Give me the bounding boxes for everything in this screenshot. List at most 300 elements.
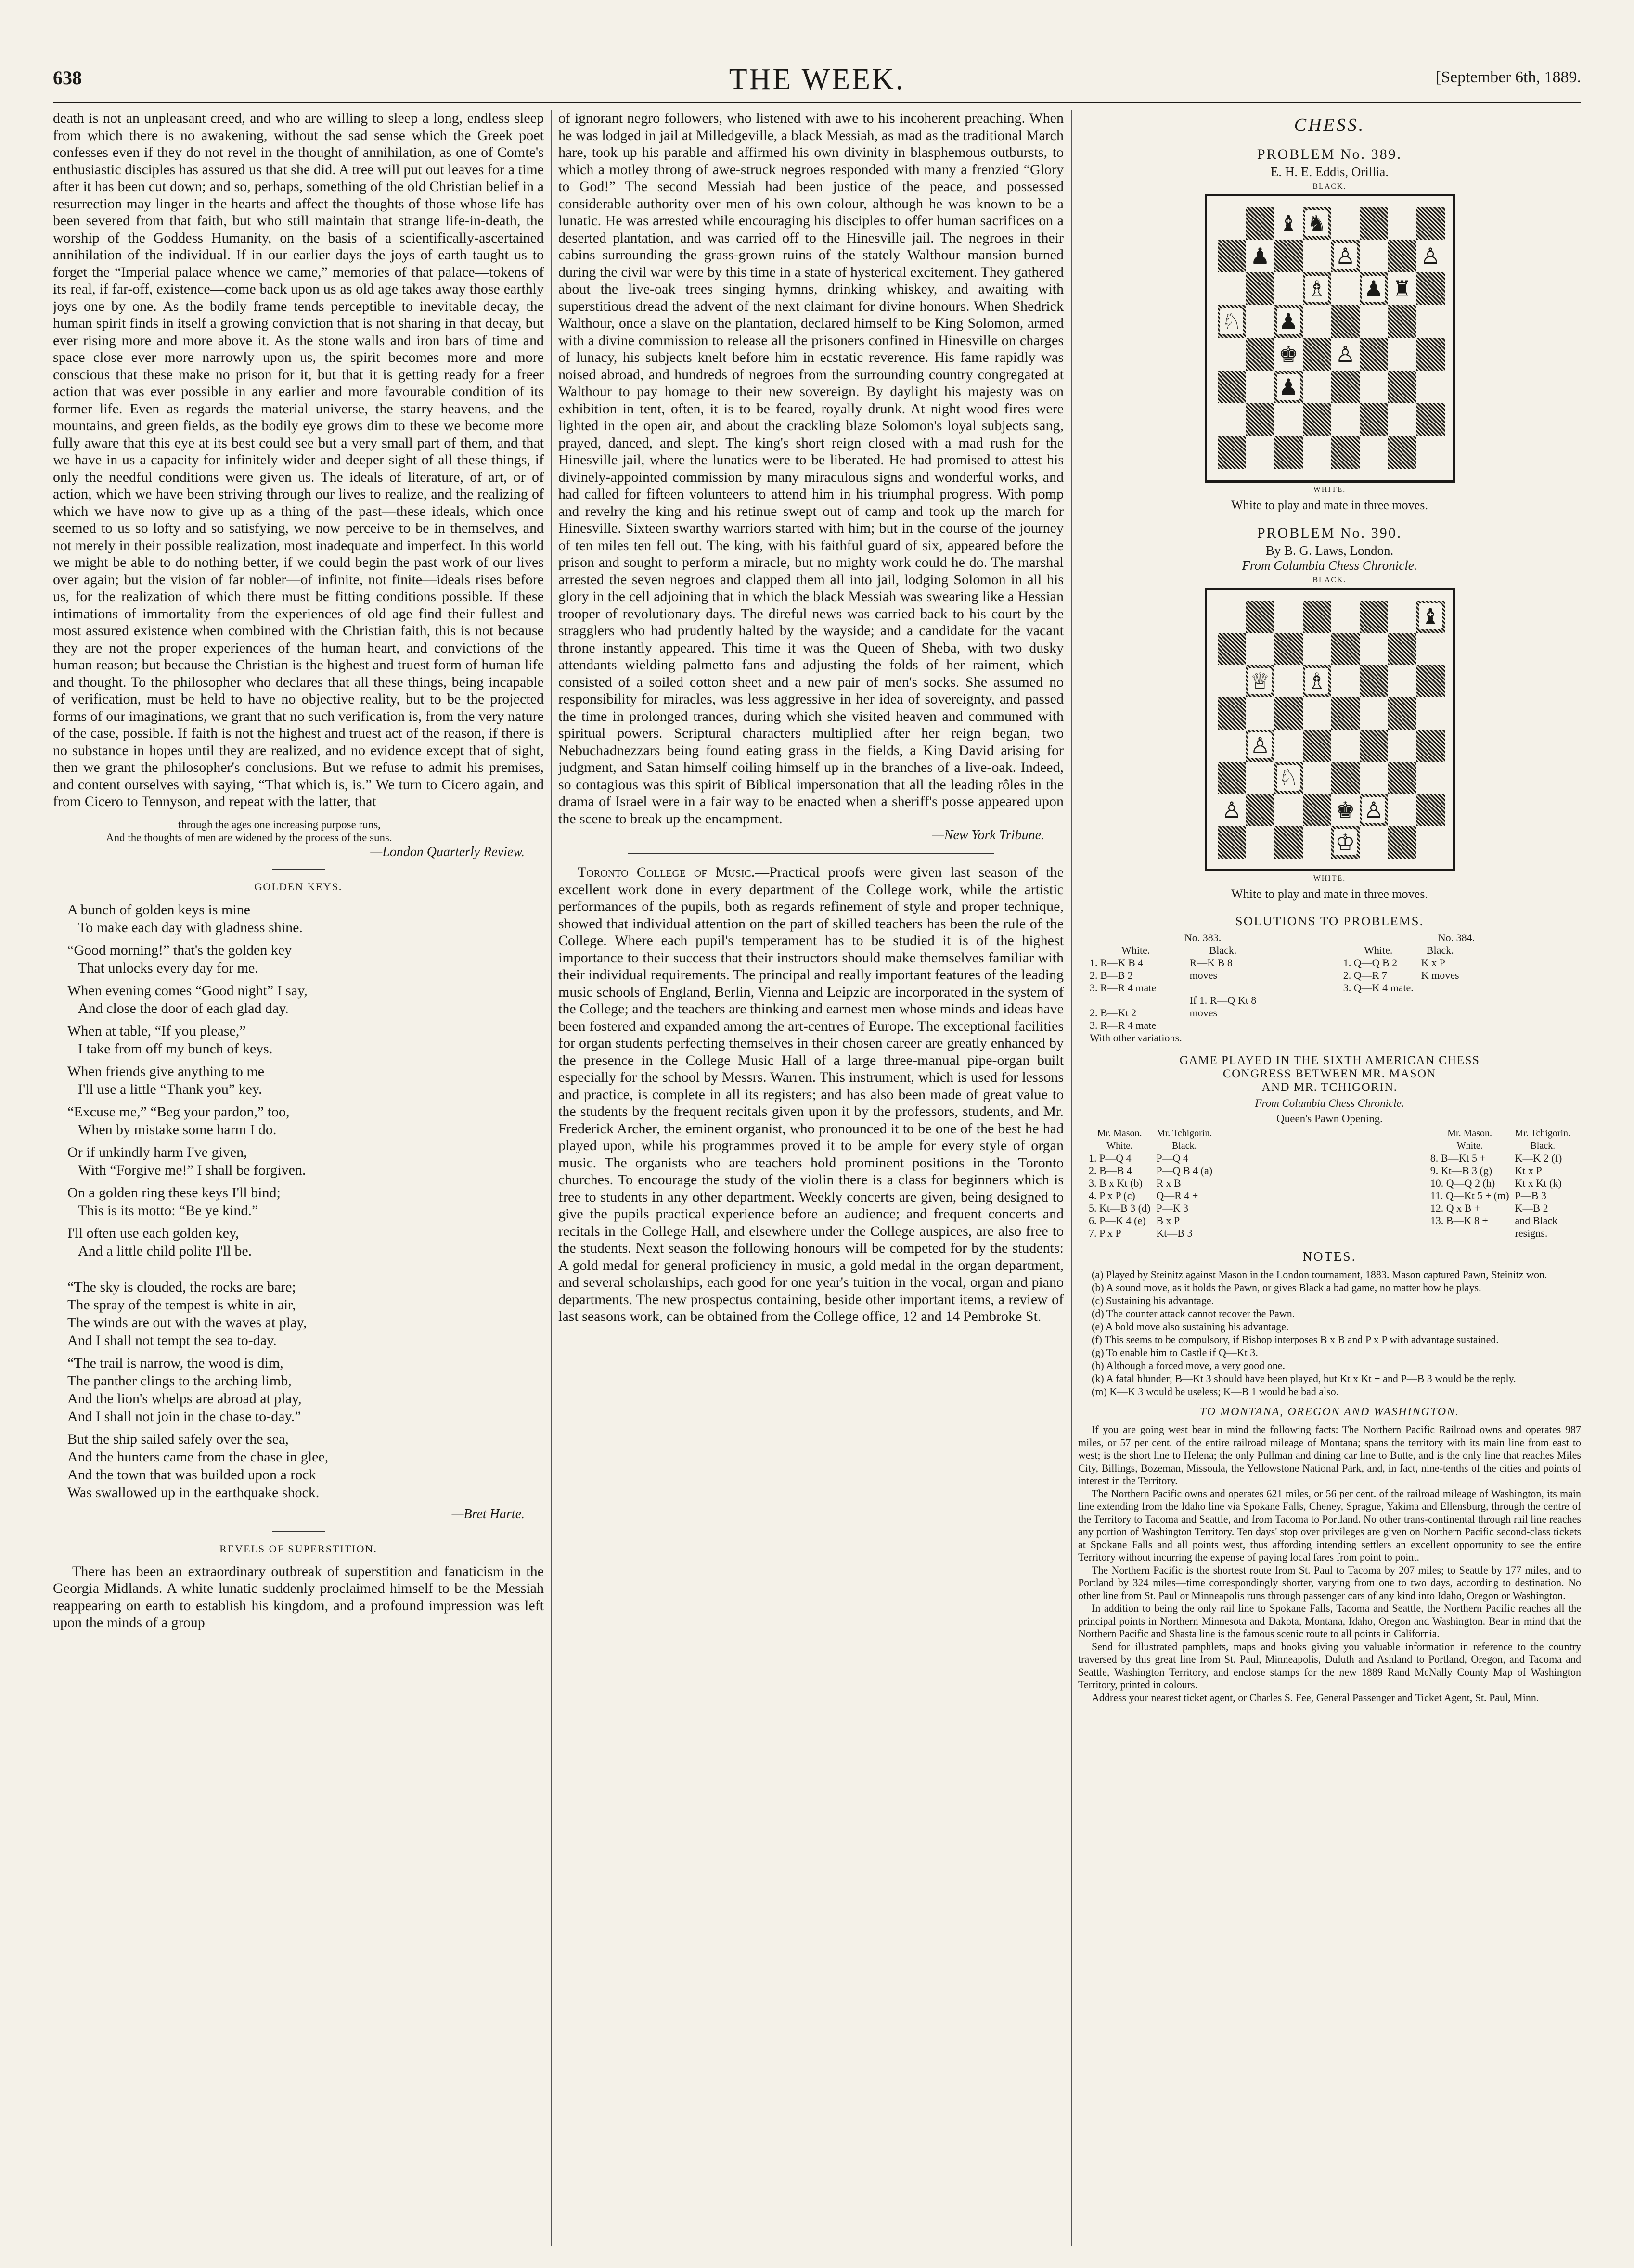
- game-move: P—K 3: [1156, 1202, 1188, 1214]
- stanza: [67, 1184, 544, 1219]
- light-square: [1274, 601, 1303, 633]
- dark-square: [1218, 240, 1246, 272]
- dark-square: [1218, 762, 1246, 794]
- poem-line: I'll often use each golden key,: [67, 1225, 239, 1241]
- stanza: [67, 901, 544, 936]
- poem-line: That unlocks every day for me.: [78, 960, 258, 976]
- note: (a) Played by Steinitz against Mason in the London tournament, 1883. Mason captured Pawn, Steinitz won.: [1092, 1269, 1547, 1281]
- solution-move: [1417, 982, 1463, 994]
- light-square: [1246, 697, 1274, 730]
- dark-square: [1218, 633, 1246, 665]
- chess-board: [1205, 194, 1455, 483]
- dark-square: [1331, 371, 1360, 403]
- chess-piece-icon: [1246, 665, 1274, 697]
- revels-text: of ignorant negro followers, who listened with awe to his incoherent preaching. When he was lodged in jail at Milledgeville, a black Messiah, as mad as the traditional March hare, took up his parable and affirmed his own divinity in blasphemous outbursts, to which a motley throng of awe-struck negroes responded with many a frenzied “Glory to God!” The second Messiah had been justice of the peace, and possessed considerable authority over men of his own colour, although he was known to be a lunatic. He was arrested while encouraging his disciples to offer human sacrifices on a deserted plantation, and was carried off to the Hinesville jail. The negroes in their cabins surrounding the grass-grown ruins of the stately Walthour mansion burned during the civil war were by this time in a state of hysterical excitement. They gathered about the live-oak trees singing hymns, drinking whiskey, and awaiting with superstitious dread the advent of the next claimant for divine honours. When Shedrick Walthour, once a slave on the plantation, declared himself to be King Solomon, armed with a divine commission to release all the prisoners confined in Hinesville on charges of lunacy, his subjects knelt before him in ecstatic reverence. His fame rapidly was noised abroad, and hundreds of negroes from the surrounding country congregated at Walthour to pay homage to their new sovereign. By daylight his majesty was on exhibition in tent, often, it is to be feared, royally drunk. At night wood fires were lighted in the open air, and about the crackling blaze Solomon's loyal subjects sang, prayed, danced, and slept. The king's short reign closed with a mad rush for the Hinesville jail, where the lunatics were to be liberated. He had promised to attest his divinely-appointed commission by many miraculous signs and wonderful works, and had called for fifteen volunteers to attend him in his triumphal progress. With pomp and revelry the king and his retinue swept out of camp and took up the march for Hinesville. Sixteen swarthy warriors started with him; but in the course of the journey of ten miles ten fell out. The king, with his faithful guard of six, appeared before the prison and sought to perform a miracle, but no mighty work could he do. The marshal arrested the seven negroes and clapped them all into jail, lodging Solomon in all his glory in the cell adjoining that in which the black Messiah was swearing like a Hessian trooper of revolutionary days. The direful news was carried back to his court by the stragglers who had prudently halted by the wayside; and a candidate for the vacant throne instantly appeared. This time it was the Queen of Sheba, with two dusky attendants wielding palmetto fans and adjusting the folds of her raiment, which consisted of a soiled cotton sheet and a new pair of men's socks. She assumed no responsibility for miracles, was less aggressive in her idea of sovereignty, and passed the time in prolonged trances, during which she visited heaven and communed with spiritual powers. Scriptural characters multiplied after her reign began, two Nebuchadnezzars being found eating grass in the fields, a King David arising for judgment, and Satan himself coiling himself up in the branches of a live-oak. Indeed, so contagious was this spirit of Biblical impersonation that all the leading rôles in the drama of Israel were in a fair way to be enacted when a sheriff's posse appeared upon the scene to break up the encampment.: [558, 110, 1064, 827]
- game-title-line: AND MR. TCHIGORIN.: [1261, 1081, 1398, 1094]
- game-move-row: [1086, 1165, 1215, 1177]
- solution-move: 3. R—R 4 mate: [1090, 1019, 1157, 1031]
- game-move: Kt x Kt (k): [1515, 1177, 1562, 1189]
- solution-row: [1086, 969, 1260, 982]
- light-square: [1303, 436, 1331, 469]
- light-square: [1360, 371, 1388, 403]
- solution-row: [1086, 994, 1260, 1007]
- solution-move: moves: [1189, 1007, 1218, 1019]
- chess-piece-icon: [1246, 240, 1274, 272]
- poem-line: I'll use a little “Thank you” key.: [78, 1081, 262, 1097]
- essay-text: death is not an unpleasant creed, and who are willing to sleep a long, endless sleep from which there is no awakening, without the sad sense which the Greek poet confesses even if they do not revel in the thought of annihilation, as one of Comte's enthusiastic disciples has assured us that she did. A tree will put out leaves for a time after it has been cut down; and so, perhaps, something of the old Christian belief in a resurrection may linger in the hearts and affect the thoughts of those whose life has been severed from that faith, but who still maintain that strange life-in-death, the worship of the Goddess Humanity, on the basis of a scientifically-ascertained annihilation of the individual. If in our earlier days the joys of earth taught us to forget the “Imperial palace whence we came,” memories of that palace—tokens of its real, if far-off, existence—come back upon us as old age takes away those earthly joys one by one. As the bodily frame tends perceptible to inevitable decay, the human spirit finds in itself a growing conviction that is not sharing in that decay, but ever rising more and more above it. As the stone walls and iron bars of time and space close ever more narrowly upon us, the spirit becomes more and more conscious that these make no prison for it, but that it is getting ready for a freer action that was ever possible in any earlier and more favourable condition of its former life. Even as regards the material universe, the starry heavens, and the mountains, and green fields, as the bodily eye grows dim to these we become more fully aware that this eye at its best could see but a very small part of them, and that we have in us a capacity for infinitely wider and deeper sight of all these things, if only the needful conditions were given us. The ideals of literature, of art, or of action, which we have been striving through our lives to realize, and the realizing of which we have now to give up as a thing of the past—these ideals, which once seemed to us so lofty and so satisfying, we now perceive to be in themselves, and not merely in their possible realization, most inadequate and imperfect. In this world we might be able to do nothing better, if we could begin the past work of our lives over again; but the vision of far nobler—of infinite, not finite—ideals rises before us, for the realization of which there must be fitting conditions possible. If these intimations of immortality from the experiences of old age find their fullest and most assured existence when combined with the Christian faith, this is not because they are not the proper experiences of the human heart, and convictions of the human reason; but because the Christian is the highest and truest form of human life and thought. To the philosopher who declares that all these things, being incapable of verification, must be held to have no objective reality, but to be the projected forms of our imaginations, we grant that no such verification is, from the very nature of the case, possible. If faith is not the highest and truest act of the reason, if there is no substance in hopes until they are realized, and no evidence except that of sight, then we grant the philosopher's conclusions. But we refuse to admit his premises, and content ourselves with saying, “That which is, is.” We turn to Cicero again, and from Cicero to Tennyson, and repeat with the latter, that: [53, 110, 544, 809]
- game-move: 2. B—B 4: [1089, 1165, 1132, 1177]
- game-move: 4. P x P (c): [1089, 1190, 1135, 1202]
- solution-heading: No. 383.: [1184, 932, 1222, 944]
- poem-credit: —Bret Harte.: [451, 1506, 525, 1522]
- chess-piece-icon: [1274, 207, 1303, 240]
- light-square: [1360, 697, 1388, 730]
- piece-glyph: ♘: [1220, 308, 1243, 334]
- game-move-row: [1428, 1177, 1573, 1190]
- light-square: [1360, 305, 1388, 338]
- game-move: R x B: [1156, 1177, 1181, 1189]
- note: (e) A bold move also sustaining his advantage.: [1092, 1320, 1289, 1333]
- solution-move: [1186, 1032, 1261, 1044]
- game-opening: Queen's Pawn Opening.: [1276, 1113, 1383, 1125]
- game-move: 12. Q x B +: [1430, 1202, 1480, 1214]
- stanza: [67, 1063, 544, 1098]
- light-square: [1360, 633, 1388, 665]
- note: (f) This seems to be compulsory, if Bishop interposes B x B and P x P with advantage sustained.: [1092, 1333, 1499, 1345]
- light-square: [1246, 826, 1274, 859]
- piece-glyph: ♟: [1248, 243, 1271, 269]
- advert-paragraph: Address your nearest ticket agent, or Charles S. Fee, General Passenger and Ticket Agent, St. Paul, Minn.: [1092, 1691, 1539, 1704]
- game-table: [1428, 1127, 1573, 1240]
- problem-author: E. H. E. Eddis, Orillia.: [1270, 165, 1389, 179]
- game-move: and Black: [1515, 1215, 1558, 1227]
- column-divider: [1071, 110, 1072, 2246]
- solution-move: [1186, 1019, 1261, 1032]
- light-square: [1274, 730, 1303, 762]
- poem-line: Was swallowed up in the earthquake shock.: [67, 1484, 320, 1500]
- light-square: [1388, 403, 1416, 436]
- column-right: [1078, 110, 1581, 2246]
- game-move: 8. B—Kt 5 +: [1430, 1152, 1486, 1164]
- dark-square: [1274, 633, 1303, 665]
- dark-square: [1274, 240, 1303, 272]
- dark-square: [1360, 730, 1388, 762]
- poem-line: And a little child polite I'll be.: [78, 1243, 252, 1259]
- advert-paragraph: Send for illustrated pamphlets, maps and books giving you valuable information in reference to the country traversed by this great line from St. Paul, Minneapolis, Duluth and Ashland to Portland, Oregon, and Tacoma and Seattle, Washington Territory, and enclose stamps for the new 1889 Rand McNally County Map of Washington Territory, printed in colours.: [1078, 1640, 1581, 1691]
- note: (b) A sound move, as it holds the Pawn, or gives Black a bad game, no matter how he plays.: [1092, 1281, 1481, 1294]
- solution-move: [1086, 994, 1186, 1007]
- light-square: [1416, 633, 1445, 665]
- piece-glyph: ♞: [1305, 210, 1328, 236]
- chess-piece-icon: [1303, 207, 1331, 240]
- light-square: [1303, 305, 1331, 338]
- column-left: [53, 110, 544, 2246]
- dark-square: [1416, 272, 1445, 305]
- light-square: [1303, 633, 1331, 665]
- light-square: [1360, 762, 1388, 794]
- poem-line: And I shall not tempt the sea to-day.: [67, 1332, 277, 1348]
- header-rule: [53, 102, 1581, 103]
- dark-square: [1388, 633, 1416, 665]
- column-divider: [551, 110, 552, 2246]
- dark-square: [1274, 697, 1303, 730]
- light-square: [1218, 338, 1246, 371]
- light-square: [1246, 436, 1274, 469]
- solution-heading: No. 384.: [1438, 932, 1475, 944]
- advert-paragraph: The Northern Pacific owns and operates 621 miles, or 56 per cent. of the railroad mileage of Washington, its main line extending from the Idaho line via Spokane Falls, Cheney, Sprague, Yakima and Ellensburg, through the centre of the Territory to Tacoma and Seattle, and from Tacoma to Portland. No other trans-continental through rail line reaches any portion of Washington Territory. Ten days' stop over privileges are given on Northern Pacific second-class tickets at Spokane Falls and all points west, thus affording intending settlers an excellent opportunity to see the entire Territory without incurring the expense of paying local fares from point to point.: [1078, 1487, 1581, 1563]
- poem-line: This is its motto: “Be ye kind.”: [78, 1202, 258, 1218]
- game-notes: [1078, 1268, 1581, 1398]
- dark-square: [1360, 207, 1388, 240]
- chess-piece-icon: [1388, 272, 1416, 305]
- light-square: [1360, 436, 1388, 469]
- light-square: [1388, 665, 1416, 697]
- game-move: 11. Q—Kt 5 + (m): [1430, 1190, 1509, 1202]
- light-square: [1388, 338, 1416, 371]
- dark-square: [1246, 272, 1274, 305]
- poem-line: And I shall not join in the chase to-day.”: [67, 1408, 301, 1424]
- column-middle: [558, 110, 1064, 2246]
- light-square: [1218, 403, 1246, 436]
- advert-title: TO MONTANA, OREGON AND WASHINGTON.: [1199, 1406, 1460, 1418]
- chess-heading: CHESS.: [1294, 115, 1365, 135]
- player-name: Mr. Mason.: [1447, 1128, 1492, 1139]
- dark-square: [1274, 826, 1303, 859]
- page-number: 638: [53, 67, 82, 89]
- player-side: White.: [1106, 1140, 1133, 1151]
- light-square: [1416, 762, 1445, 794]
- poem-line: When by mistake some harm I do.: [78, 1121, 277, 1138]
- player-name: Mr. Mason.: [1097, 1128, 1142, 1139]
- game-move: K—B 2: [1515, 1202, 1548, 1214]
- light-square: [1416, 826, 1445, 859]
- note: (h) Although a forced move, a very good one.: [1092, 1359, 1285, 1371]
- solution-table: [1339, 944, 1463, 994]
- light-square: [1331, 207, 1360, 240]
- piece-glyph: ♚: [1277, 341, 1299, 367]
- game-move-row: [1086, 1152, 1215, 1165]
- game-move: Q—R 4 +: [1156, 1190, 1198, 1202]
- game-move-row: [1428, 1215, 1573, 1227]
- solution-row: [1086, 957, 1260, 969]
- game-move: 3. B x Kt (b): [1089, 1177, 1143, 1189]
- stanza: [67, 1022, 544, 1058]
- solution-table: [1086, 944, 1260, 1044]
- dark-square: [1274, 436, 1303, 469]
- solution-move: [1186, 982, 1261, 994]
- light-square: [1416, 436, 1445, 469]
- game-score: [1078, 1127, 1581, 1240]
- game-move-row: [1428, 1227, 1573, 1240]
- problem-source: From Columbia Chess Chronicle.: [1242, 558, 1417, 573]
- page-header: [53, 63, 1581, 101]
- divider: [272, 1531, 325, 1532]
- game-move: Kt—B 3: [1156, 1227, 1193, 1239]
- music-article: [558, 864, 1064, 1325]
- piece-glyph: ♗: [1305, 668, 1328, 694]
- dark-square: [1331, 762, 1360, 794]
- black-label: BLACK.: [1312, 182, 1347, 191]
- article-title: REVELS OF SUPERSTITION.: [219, 1542, 377, 1555]
- note: (c) Sustaining his advantage.: [1092, 1294, 1214, 1307]
- game-move: 13. B—K 8 +: [1430, 1215, 1488, 1227]
- chess-piece-icon: [1218, 305, 1246, 338]
- chess-piece-icon: [1274, 338, 1303, 371]
- stanza: [67, 1354, 544, 1425]
- game-move: K—K 2 (f): [1515, 1152, 1562, 1164]
- poem-line: A bunch of golden keys is mine: [67, 901, 250, 918]
- light-square: [1274, 794, 1303, 826]
- solution-row: [1086, 1019, 1260, 1032]
- light-square: [1331, 272, 1360, 305]
- poem-line: But the ship sailed safely over the sea,: [67, 1431, 289, 1447]
- light-square: [1218, 665, 1246, 697]
- player-name: Mr. Tchigorin.: [1515, 1128, 1570, 1139]
- light-square: [1218, 272, 1246, 305]
- tennyson-quote: [53, 818, 544, 844]
- note: (d) The counter attack cannot recover the Pawn.: [1092, 1307, 1295, 1320]
- solution-row: [1086, 1007, 1260, 1019]
- chess-piece-icon: [1303, 272, 1331, 305]
- piece-glyph: ♙: [1248, 732, 1271, 758]
- game-move-row: [1086, 1177, 1215, 1190]
- note: (g) To enable him to Castle if Q—Kt 3.: [1092, 1346, 1258, 1358]
- chess-piece-icon: [1303, 665, 1331, 697]
- solution-move: 2. B—Kt 2: [1090, 1007, 1137, 1019]
- piece-glyph: ♚: [1334, 797, 1356, 823]
- advert-paragraph: If you are going west bear in mind the following facts: The Northern Pacific Railroad owns and operates 987 miles, or 57 per cent. of the entire railroad mileage of Montana; spans the territory with its main line from east to west; is the short line to Helena; the only Pullman and dining car line to Butte, and is the only line that reaches Miles City, Billings, Bozeman, Missoula, the Yellowstone National Park, and, in fact, nine-tenths of the cities and points of interest in the Territory.: [1078, 1423, 1581, 1486]
- dark-square: [1246, 338, 1274, 371]
- solution-383: [1086, 932, 1320, 1044]
- problem-task: White to play and mate in three moves.: [1231, 887, 1428, 901]
- stanza: [67, 1224, 544, 1260]
- poem-line: I take from off my bunch of keys.: [78, 1040, 273, 1057]
- chess-piece-icon: [1360, 272, 1388, 305]
- light-square: [1388, 730, 1416, 762]
- game-move: B x P: [1156, 1215, 1180, 1227]
- piece-glyph: ♕: [1248, 668, 1271, 694]
- dark-square: [1218, 697, 1246, 730]
- player-name: Mr. Tchigorin.: [1156, 1128, 1212, 1139]
- solutions-title: SOLUTIONS TO PROBLEMS.: [1235, 914, 1424, 928]
- poem-line: When at table, “If you please,”: [67, 1023, 246, 1039]
- game-move-row: [1428, 1202, 1573, 1215]
- game-move-row: [1428, 1152, 1573, 1165]
- poem-line: The spray of the tempest is white in air,: [67, 1296, 296, 1313]
- dark-square: [1416, 403, 1445, 436]
- dark-square: [1360, 601, 1388, 633]
- light-square: [1274, 272, 1303, 305]
- solution-move: 2. Q—R 7: [1343, 969, 1387, 981]
- light-square: [1246, 305, 1274, 338]
- game-move: 5. Kt—B 3 (d): [1089, 1202, 1151, 1214]
- chess-piece-icon: [1416, 601, 1445, 633]
- dark-square: [1218, 826, 1246, 859]
- piece-glyph: ♗: [1305, 276, 1328, 302]
- light-square: [1388, 601, 1416, 633]
- light-square: [1331, 601, 1360, 633]
- piece-glyph: ♝: [1419, 603, 1441, 629]
- chess-piece-icon: [1416, 240, 1445, 272]
- solution-col-header: Black.: [1209, 944, 1237, 956]
- piece-glyph: ♘: [1277, 765, 1299, 791]
- game-title: [1078, 1054, 1581, 1094]
- piece-glyph: ♟: [1362, 276, 1385, 302]
- dark-square: [1388, 697, 1416, 730]
- game-title-line: CONGRESS BETWEEN MR. MASON: [1222, 1067, 1437, 1080]
- poem-line: On a golden ring these keys I'll bind;: [67, 1184, 281, 1201]
- poem-line: When evening comes “Good night” I say,: [67, 982, 308, 999]
- divider: [628, 853, 994, 854]
- solutions: [1078, 932, 1581, 1044]
- poem-title: GOLDEN KEYS.: [254, 880, 343, 893]
- game-move: resigns.: [1515, 1227, 1548, 1239]
- solution-row: [1086, 1032, 1260, 1044]
- light-square: [1388, 207, 1416, 240]
- game-move-row: [1086, 1202, 1215, 1215]
- dark-square: [1303, 730, 1331, 762]
- notes-title: NOTES.: [1302, 1249, 1357, 1264]
- chess-piece-icon: [1331, 826, 1360, 859]
- advert-paragraph: In addition to being the only rail line to Spokane Falls, Tacoma and Seattle, the Northern Pacific reaches all the principal points in Northern Minnesota and Dakota, Montana, Idaho, Oregon and Washington. Bear in mind that the Northern Pacific and Shasta line is the famous scenic route to all points in California.: [1078, 1602, 1581, 1640]
- light-square: [1331, 665, 1360, 697]
- stanza: [67, 941, 544, 977]
- solution-row: [1339, 969, 1463, 982]
- light-square: [1218, 207, 1246, 240]
- golden-keys-poem: [53, 901, 544, 1260]
- piece-glyph: ♔: [1334, 829, 1356, 855]
- light-square: [1360, 240, 1388, 272]
- poem-line: And the town that was builded upon a rock: [67, 1466, 316, 1483]
- dark-square: [1246, 794, 1274, 826]
- dark-square: [1388, 826, 1416, 859]
- solution-row: [1339, 957, 1463, 969]
- white-label: WHITE.: [1313, 874, 1346, 883]
- game-move: 7. P x P: [1089, 1227, 1121, 1239]
- light-square: [1246, 371, 1274, 403]
- bret-harte-poem: [53, 1278, 544, 1501]
- dark-square: [1388, 240, 1416, 272]
- note: (k) A fatal blunder; B—Kt 3 should have been played, but Kt x Kt + and P—B 3 would be the reply.: [1092, 1372, 1516, 1384]
- solution-row: [1339, 982, 1463, 994]
- dark-square: [1331, 697, 1360, 730]
- light-square: [1331, 730, 1360, 762]
- poem-line: With “Forgive me!” I shall be forgiven.: [78, 1162, 306, 1178]
- solution-move: 3. R—R 4 mate: [1090, 982, 1157, 994]
- piece-glyph: ♜: [1390, 276, 1413, 302]
- game-move: P—B 3: [1515, 1190, 1546, 1202]
- solution-move: 3. Q—K 4 mate.: [1343, 982, 1414, 994]
- solution-col-header: Black.: [1426, 944, 1454, 956]
- light-square: [1360, 826, 1388, 859]
- solution-move: K x P: [1421, 957, 1445, 969]
- chess-piece-icon: [1274, 305, 1303, 338]
- light-square: [1331, 403, 1360, 436]
- piece-glyph: ♙: [1362, 797, 1385, 823]
- stanza: [67, 1430, 544, 1501]
- revels-text-start: There has been an extraordinary outbreak of superstition and fanaticism in the Georgia Midlands. A white lunatic suddenly proclaimed himself to be the Messiah reappearing on earth to establish his kingdom, and a profound impression was left upon the minds of a group: [53, 1563, 544, 1630]
- light-square: [1303, 240, 1331, 272]
- game-move-row: [1428, 1190, 1573, 1202]
- game-source: From Columbia Chess Chronicle.: [1255, 1097, 1404, 1109]
- poem-line: “The trail is narrow, the wood is dim,: [67, 1355, 283, 1371]
- black-label: BLACK.: [1312, 576, 1347, 584]
- dark-square: [1246, 403, 1274, 436]
- game-move-row: [1428, 1165, 1573, 1177]
- game-move: Kt x P: [1515, 1165, 1542, 1177]
- dark-square: [1416, 794, 1445, 826]
- player-side: Black.: [1171, 1140, 1197, 1151]
- solution-move: R—K B 8: [1189, 957, 1233, 969]
- light-square: [1303, 697, 1331, 730]
- poem-line: And the hunters came from the chase in glee,: [67, 1448, 329, 1465]
- solution-move: K moves: [1421, 969, 1459, 981]
- poem-line: And the lion's whelps are abroad at play,: [67, 1390, 302, 1407]
- dark-square: [1246, 601, 1274, 633]
- revels-credit: —New York Tribune.: [932, 828, 1044, 843]
- game-move: 1. P—Q 4: [1089, 1152, 1132, 1164]
- light-square: [1218, 730, 1246, 762]
- poem-line: When friends give anything to me: [67, 1063, 265, 1079]
- game-move-row: [1086, 1227, 1215, 1240]
- piece-glyph: ♟: [1277, 308, 1299, 334]
- stanza: [67, 1103, 544, 1139]
- game-move: 9. Kt—B 3 (g): [1430, 1165, 1492, 1177]
- poem-line: “Good morning!” that's the golden key: [67, 942, 292, 958]
- light-square: [1416, 371, 1445, 403]
- quote-line: And the thoughts of men are widened by the process of the suns.: [106, 831, 392, 844]
- dark-square: [1218, 436, 1246, 469]
- dark-square: [1388, 436, 1416, 469]
- player-side: Black.: [1530, 1140, 1556, 1151]
- light-square: [1303, 371, 1331, 403]
- problem-task: White to play and mate in three moves.: [1231, 498, 1428, 512]
- light-square: [1218, 601, 1246, 633]
- dark-square: [1331, 633, 1360, 665]
- dark-square: [1388, 371, 1416, 403]
- white-label: WHITE.: [1313, 486, 1346, 494]
- light-square: [1416, 305, 1445, 338]
- game-table: [1086, 1127, 1215, 1240]
- chess-piece-icon: [1246, 730, 1274, 762]
- piece-glyph: ♙: [1334, 341, 1356, 367]
- railroad-advert: [1078, 1423, 1581, 1704]
- chess-piece-icon: [1218, 794, 1246, 826]
- game-move: [1428, 1227, 1512, 1240]
- solution-move: moves: [1189, 969, 1218, 981]
- light-square: [1416, 697, 1445, 730]
- dark-square: [1303, 601, 1331, 633]
- chess-piece-icon: [1331, 794, 1360, 826]
- masthead: THE WEEK.: [729, 63, 905, 96]
- chess-piece-icon: [1274, 371, 1303, 403]
- problem-author: By B. G. Laws, London.: [1265, 543, 1394, 558]
- chess-piece-icon: [1331, 240, 1360, 272]
- light-square: [1303, 762, 1331, 794]
- poem-line: Or if unkindly harm I've given,: [67, 1144, 247, 1160]
- dark-square: [1388, 762, 1416, 794]
- dark-square: [1218, 371, 1246, 403]
- divider: [272, 869, 325, 870]
- poem-line: “The sky is clouded, the rocks are bare;: [67, 1279, 296, 1295]
- solution-col-header: White.: [1364, 944, 1393, 956]
- piece-glyph: ♙: [1419, 243, 1441, 269]
- dark-square: [1246, 207, 1274, 240]
- dark-square: [1416, 338, 1445, 371]
- dark-square: [1416, 665, 1445, 697]
- piece-glyph: ♟: [1277, 374, 1299, 400]
- solution-move: If 1. R—Q Kt 8: [1189, 994, 1257, 1006]
